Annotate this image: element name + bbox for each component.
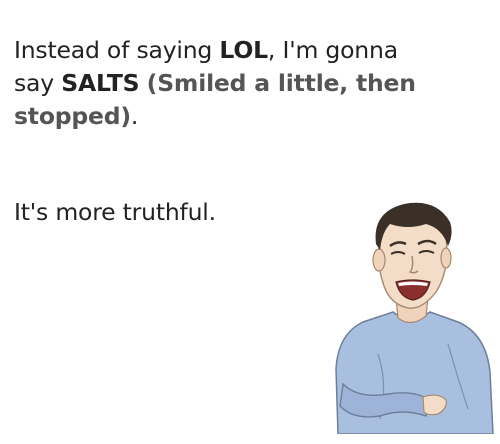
salts-meaning-end: stopped) xyxy=(14,102,131,130)
salts-meaning: (Smiled a little, then xyxy=(146,69,416,97)
laughing-man-illustration xyxy=(318,194,498,434)
caption-line-2 xyxy=(14,67,484,100)
caption-text: . xyxy=(130,102,139,130)
caption-text: Instead of saying xyxy=(14,36,220,64)
caption-space xyxy=(139,69,146,97)
ear xyxy=(441,248,451,268)
caption-line-3 xyxy=(14,100,484,133)
ear xyxy=(373,249,385,271)
caption-text: , I'm gonna xyxy=(267,36,398,64)
punchline: It's more truthful. xyxy=(14,198,216,226)
meme-caption xyxy=(14,34,484,133)
salts-word: SALTS xyxy=(61,69,140,97)
caption-line-1 xyxy=(14,34,484,67)
caption-text: say xyxy=(14,69,62,97)
lol-word: LOL xyxy=(219,36,268,64)
